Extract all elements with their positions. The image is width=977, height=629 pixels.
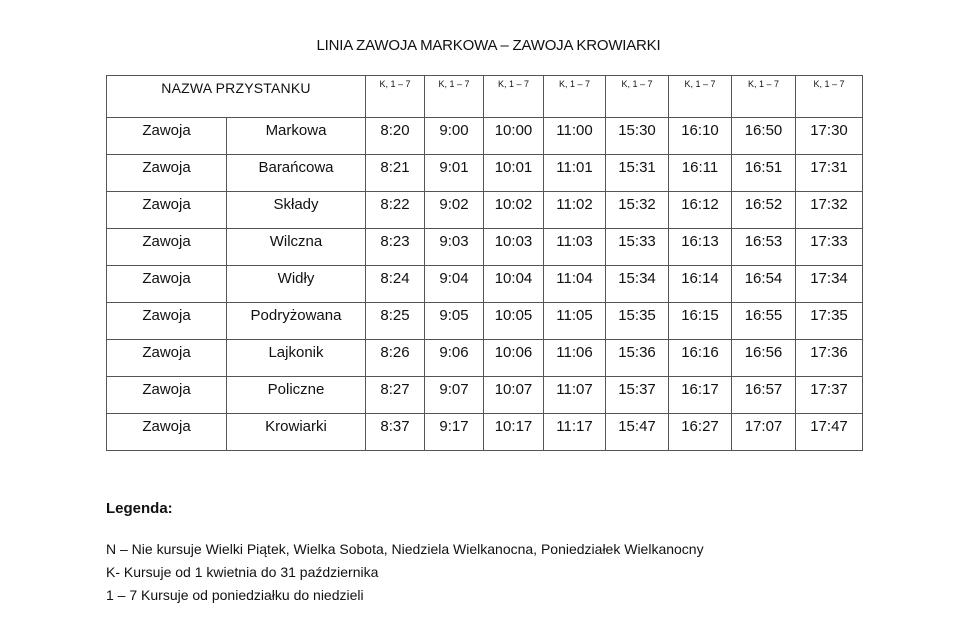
departure-time-cell: 10:01 [484, 155, 544, 192]
departure-time-cell: 8:22 [366, 192, 425, 229]
departure-time-cell: 11:03 [544, 229, 606, 266]
legend [106, 538, 704, 607]
departure-time-cell: 16:13 [669, 229, 732, 266]
departure-time-cell: 16:10 [669, 118, 732, 155]
town-cell: Zawoja [107, 414, 227, 451]
course-header: K, 1 – 7 [425, 76, 484, 118]
course-header: K, 1 – 7 [366, 76, 425, 118]
town-cell: Zawoja [107, 303, 227, 340]
departure-time-cell: 15:31 [606, 155, 669, 192]
stop-cell: Krowiarki [227, 414, 366, 451]
course-header: K, 1 – 7 [606, 76, 669, 118]
departure-time-cell: 10:05 [484, 303, 544, 340]
departure-time-cell: 17:07 [732, 414, 796, 451]
departure-time-cell: 15:33 [606, 229, 669, 266]
table-row [107, 118, 863, 155]
departure-time-cell: 9:17 [425, 414, 484, 451]
departure-time-cell: 17:35 [796, 303, 863, 340]
departure-time-cell: 16:14 [669, 266, 732, 303]
table-row [107, 303, 863, 340]
departure-time-cell: 16:53 [732, 229, 796, 266]
course-header: K, 1 – 7 [669, 76, 732, 118]
town-cell: Zawoja [107, 192, 227, 229]
table-row [107, 377, 863, 414]
departure-time-cell: 17:47 [796, 414, 863, 451]
departure-time-cell: 16:16 [669, 340, 732, 377]
departure-time-cell: 17:37 [796, 377, 863, 414]
departure-time-cell: 8:23 [366, 229, 425, 266]
departure-time-cell: 11:17 [544, 414, 606, 451]
legend-line: 1 – 7 Kursuje od poniedziałku do niedzieli [106, 587, 364, 603]
table-row [107, 192, 863, 229]
departure-time-cell: 15:34 [606, 266, 669, 303]
departure-time-cell: 9:04 [425, 266, 484, 303]
departure-time-cell: 11:05 [544, 303, 606, 340]
page-title: LINIA ZAWOJA MARKOWA – ZAWOJA KROWIARKI [316, 37, 661, 54]
town-cell: Zawoja [107, 229, 227, 266]
table-row [107, 340, 863, 377]
departure-time-cell: 9:05 [425, 303, 484, 340]
departure-time-cell: 15:35 [606, 303, 669, 340]
departure-time-cell: 10:02 [484, 192, 544, 229]
departure-time-cell: 15:36 [606, 340, 669, 377]
course-header: K, 1 – 7 [484, 76, 544, 118]
departure-time-cell: 11:06 [544, 340, 606, 377]
departure-time-cell: 10:07 [484, 377, 544, 414]
stop-cell: Barańcowa [227, 155, 366, 192]
departure-time-cell: 10:17 [484, 414, 544, 451]
departure-time-cell: 15:47 [606, 414, 669, 451]
departure-time-cell: 16:50 [732, 118, 796, 155]
departure-time-cell: 15:32 [606, 192, 669, 229]
departure-time-cell: 16:17 [669, 377, 732, 414]
table-row [107, 414, 863, 451]
timetable [106, 75, 863, 451]
departure-time-cell: 17:36 [796, 340, 863, 377]
table-row [107, 155, 863, 192]
departure-time-cell: 16:11 [669, 155, 732, 192]
departure-time-cell: 16:57 [732, 377, 796, 414]
table-row [107, 229, 863, 266]
town-cell: Zawoja [107, 266, 227, 303]
departure-time-cell: 8:37 [366, 414, 425, 451]
stop-cell: Markowa [227, 118, 366, 155]
departure-time-cell: 10:03 [484, 229, 544, 266]
departure-time-cell: 16:52 [732, 192, 796, 229]
stop-cell: Policzne [227, 377, 366, 414]
departure-time-cell: 16:54 [732, 266, 796, 303]
stop-name-header: NAZWA PRZYSTANKU [107, 76, 366, 118]
departure-time-cell: 11:01 [544, 155, 606, 192]
legend-title: Legenda: [106, 500, 173, 517]
departure-time-cell: 9:07 [425, 377, 484, 414]
town-cell: Zawoja [107, 118, 227, 155]
course-header: K, 1 – 7 [732, 76, 796, 118]
table-row [107, 266, 863, 303]
departure-time-cell: 9:00 [425, 118, 484, 155]
course-header: K, 1 – 7 [544, 76, 606, 118]
departure-time-cell: 11:07 [544, 377, 606, 414]
departure-time-cell: 10:06 [484, 340, 544, 377]
town-cell: Zawoja [107, 155, 227, 192]
departure-time-cell: 15:37 [606, 377, 669, 414]
departure-time-cell: 8:26 [366, 340, 425, 377]
departure-time-cell: 9:01 [425, 155, 484, 192]
departure-time-cell: 9:06 [425, 340, 484, 377]
departure-time-cell: 16:55 [732, 303, 796, 340]
stop-cell: Wilczna [227, 229, 366, 266]
stop-cell: Lajkonik [227, 340, 366, 377]
timetable-header-row [107, 76, 863, 118]
course-header: K, 1 – 7 [796, 76, 863, 118]
departure-time-cell: 16:27 [669, 414, 732, 451]
stop-cell: Podryżowana [227, 303, 366, 340]
legend-line: K- Kursuje od 1 kwietnia do 31 października [106, 564, 379, 580]
departure-time-cell: 8:21 [366, 155, 425, 192]
departure-time-cell: 8:24 [366, 266, 425, 303]
departure-time-cell: 8:25 [366, 303, 425, 340]
departure-time-cell: 8:20 [366, 118, 425, 155]
departure-time-cell: 16:15 [669, 303, 732, 340]
departure-time-cell: 16:51 [732, 155, 796, 192]
departure-time-cell: 9:03 [425, 229, 484, 266]
departure-time-cell: 17:32 [796, 192, 863, 229]
departure-time-cell: 11:02 [544, 192, 606, 229]
departure-time-cell: 15:30 [606, 118, 669, 155]
departure-time-cell: 17:34 [796, 266, 863, 303]
departure-time-cell: 10:00 [484, 118, 544, 155]
departure-time-cell: 17:30 [796, 118, 863, 155]
stop-cell: Widły [227, 266, 366, 303]
departure-time-cell: 17:33 [796, 229, 863, 266]
departure-time-cell: 10:04 [484, 266, 544, 303]
legend-line: N – Nie kursuje Wielki Piątek, Wielka Sobota, Niedziela Wielkanocna, Poniedziałek Wielkanocny [106, 541, 704, 557]
departure-time-cell: 17:31 [796, 155, 863, 192]
departure-time-cell: 9:02 [425, 192, 484, 229]
timetable-body [107, 118, 863, 451]
town-cell: Zawoja [107, 340, 227, 377]
town-cell: Zawoja [107, 377, 227, 414]
departure-time-cell: 11:00 [544, 118, 606, 155]
departure-time-cell: 16:56 [732, 340, 796, 377]
departure-time-cell: 8:27 [366, 377, 425, 414]
stop-cell: Składy [227, 192, 366, 229]
departure-time-cell: 11:04 [544, 266, 606, 303]
departure-time-cell: 16:12 [669, 192, 732, 229]
